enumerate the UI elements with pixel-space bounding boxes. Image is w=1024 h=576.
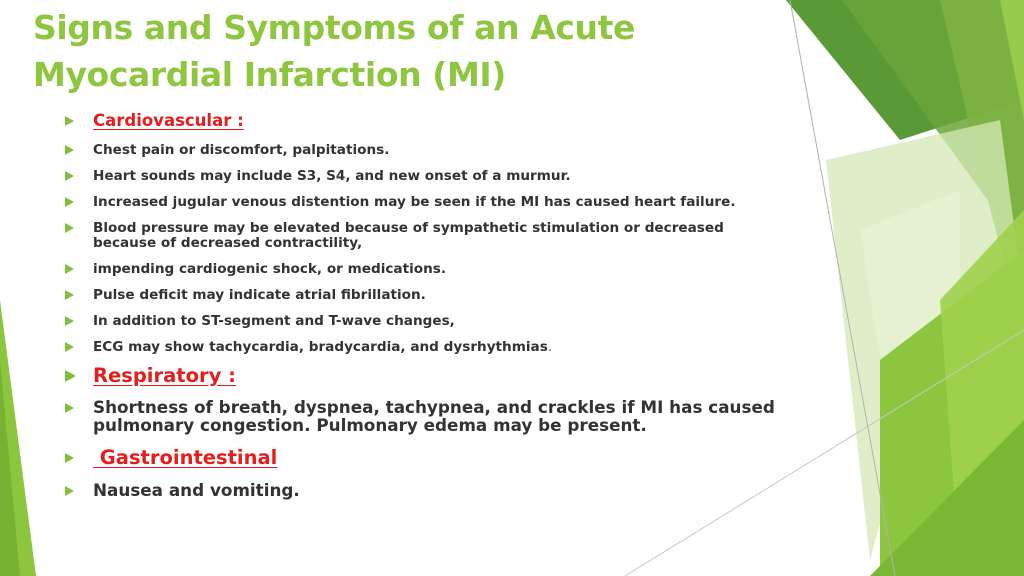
list-item-text: impending cardiogenic shock, or medications.: [93, 261, 447, 277]
list-item-text: Increased jugular venous distention may be seen if the MI has caused heart failure.: [93, 194, 736, 210]
triangle-right-icon: [65, 370, 76, 382]
list-item-text-line-2: because of decreased contractility,: [93, 235, 363, 251]
list-item-text: Pulse deficit may indicate atrial fibrillation.: [93, 287, 426, 303]
triangle-right-icon: [65, 171, 74, 181]
list-item-text: In addition to ST-segment and T-wave changes,: [93, 313, 455, 329]
triangle-right-icon: [65, 403, 74, 413]
section-heading-respiratory: Respiratory :: [93, 364, 236, 387]
list-item-text: Nausea and vomiting.: [93, 480, 300, 500]
list-item-trailing-period: .: [547, 339, 553, 355]
slide-title-line-1: Signs and Symptoms of an Acute: [33, 8, 635, 47]
triangle-right-icon: [65, 197, 74, 207]
list-item-text-line-1: Shortness of breath, dyspnea, tachypnea, and crackles if MI has caused: [93, 397, 775, 417]
triangle-right-icon: [65, 290, 74, 300]
list-item-text: Heart sounds may include S3, S4, and new onset of a murmur.: [93, 168, 571, 184]
triangle-right-icon: [65, 453, 74, 463]
triangle-right-icon: [65, 342, 74, 352]
section-heading-cardiovascular: Cardiovascular :: [93, 111, 244, 130]
slide-title-line-2: Myocardial Infarction (MI): [33, 55, 506, 94]
triangle-right-icon: [65, 145, 74, 155]
triangle-right-icon: [65, 316, 74, 326]
list-item-text: [93, 339, 753, 355]
triangle-right-icon: [65, 116, 74, 126]
list-item-text-line-2: pulmonary congestion. Pulmonary edema may be present.: [93, 415, 647, 435]
list-item-main-text: ECG may show tachycardia, bradycardia, and dysrhythmias: [93, 339, 548, 355]
list-item-text: Chest pain or discomfort, palpitations.: [93, 142, 390, 158]
triangle-right-icon: [65, 223, 74, 233]
list-item-text-line-1: Blood pressure may be elevated because of sympathetic stimulation or decreased: [93, 220, 724, 236]
triangle-right-icon: [65, 264, 74, 274]
triangle-right-icon: [65, 486, 74, 496]
section-heading-gastrointestinal: Gastrointestinal: [93, 446, 278, 469]
